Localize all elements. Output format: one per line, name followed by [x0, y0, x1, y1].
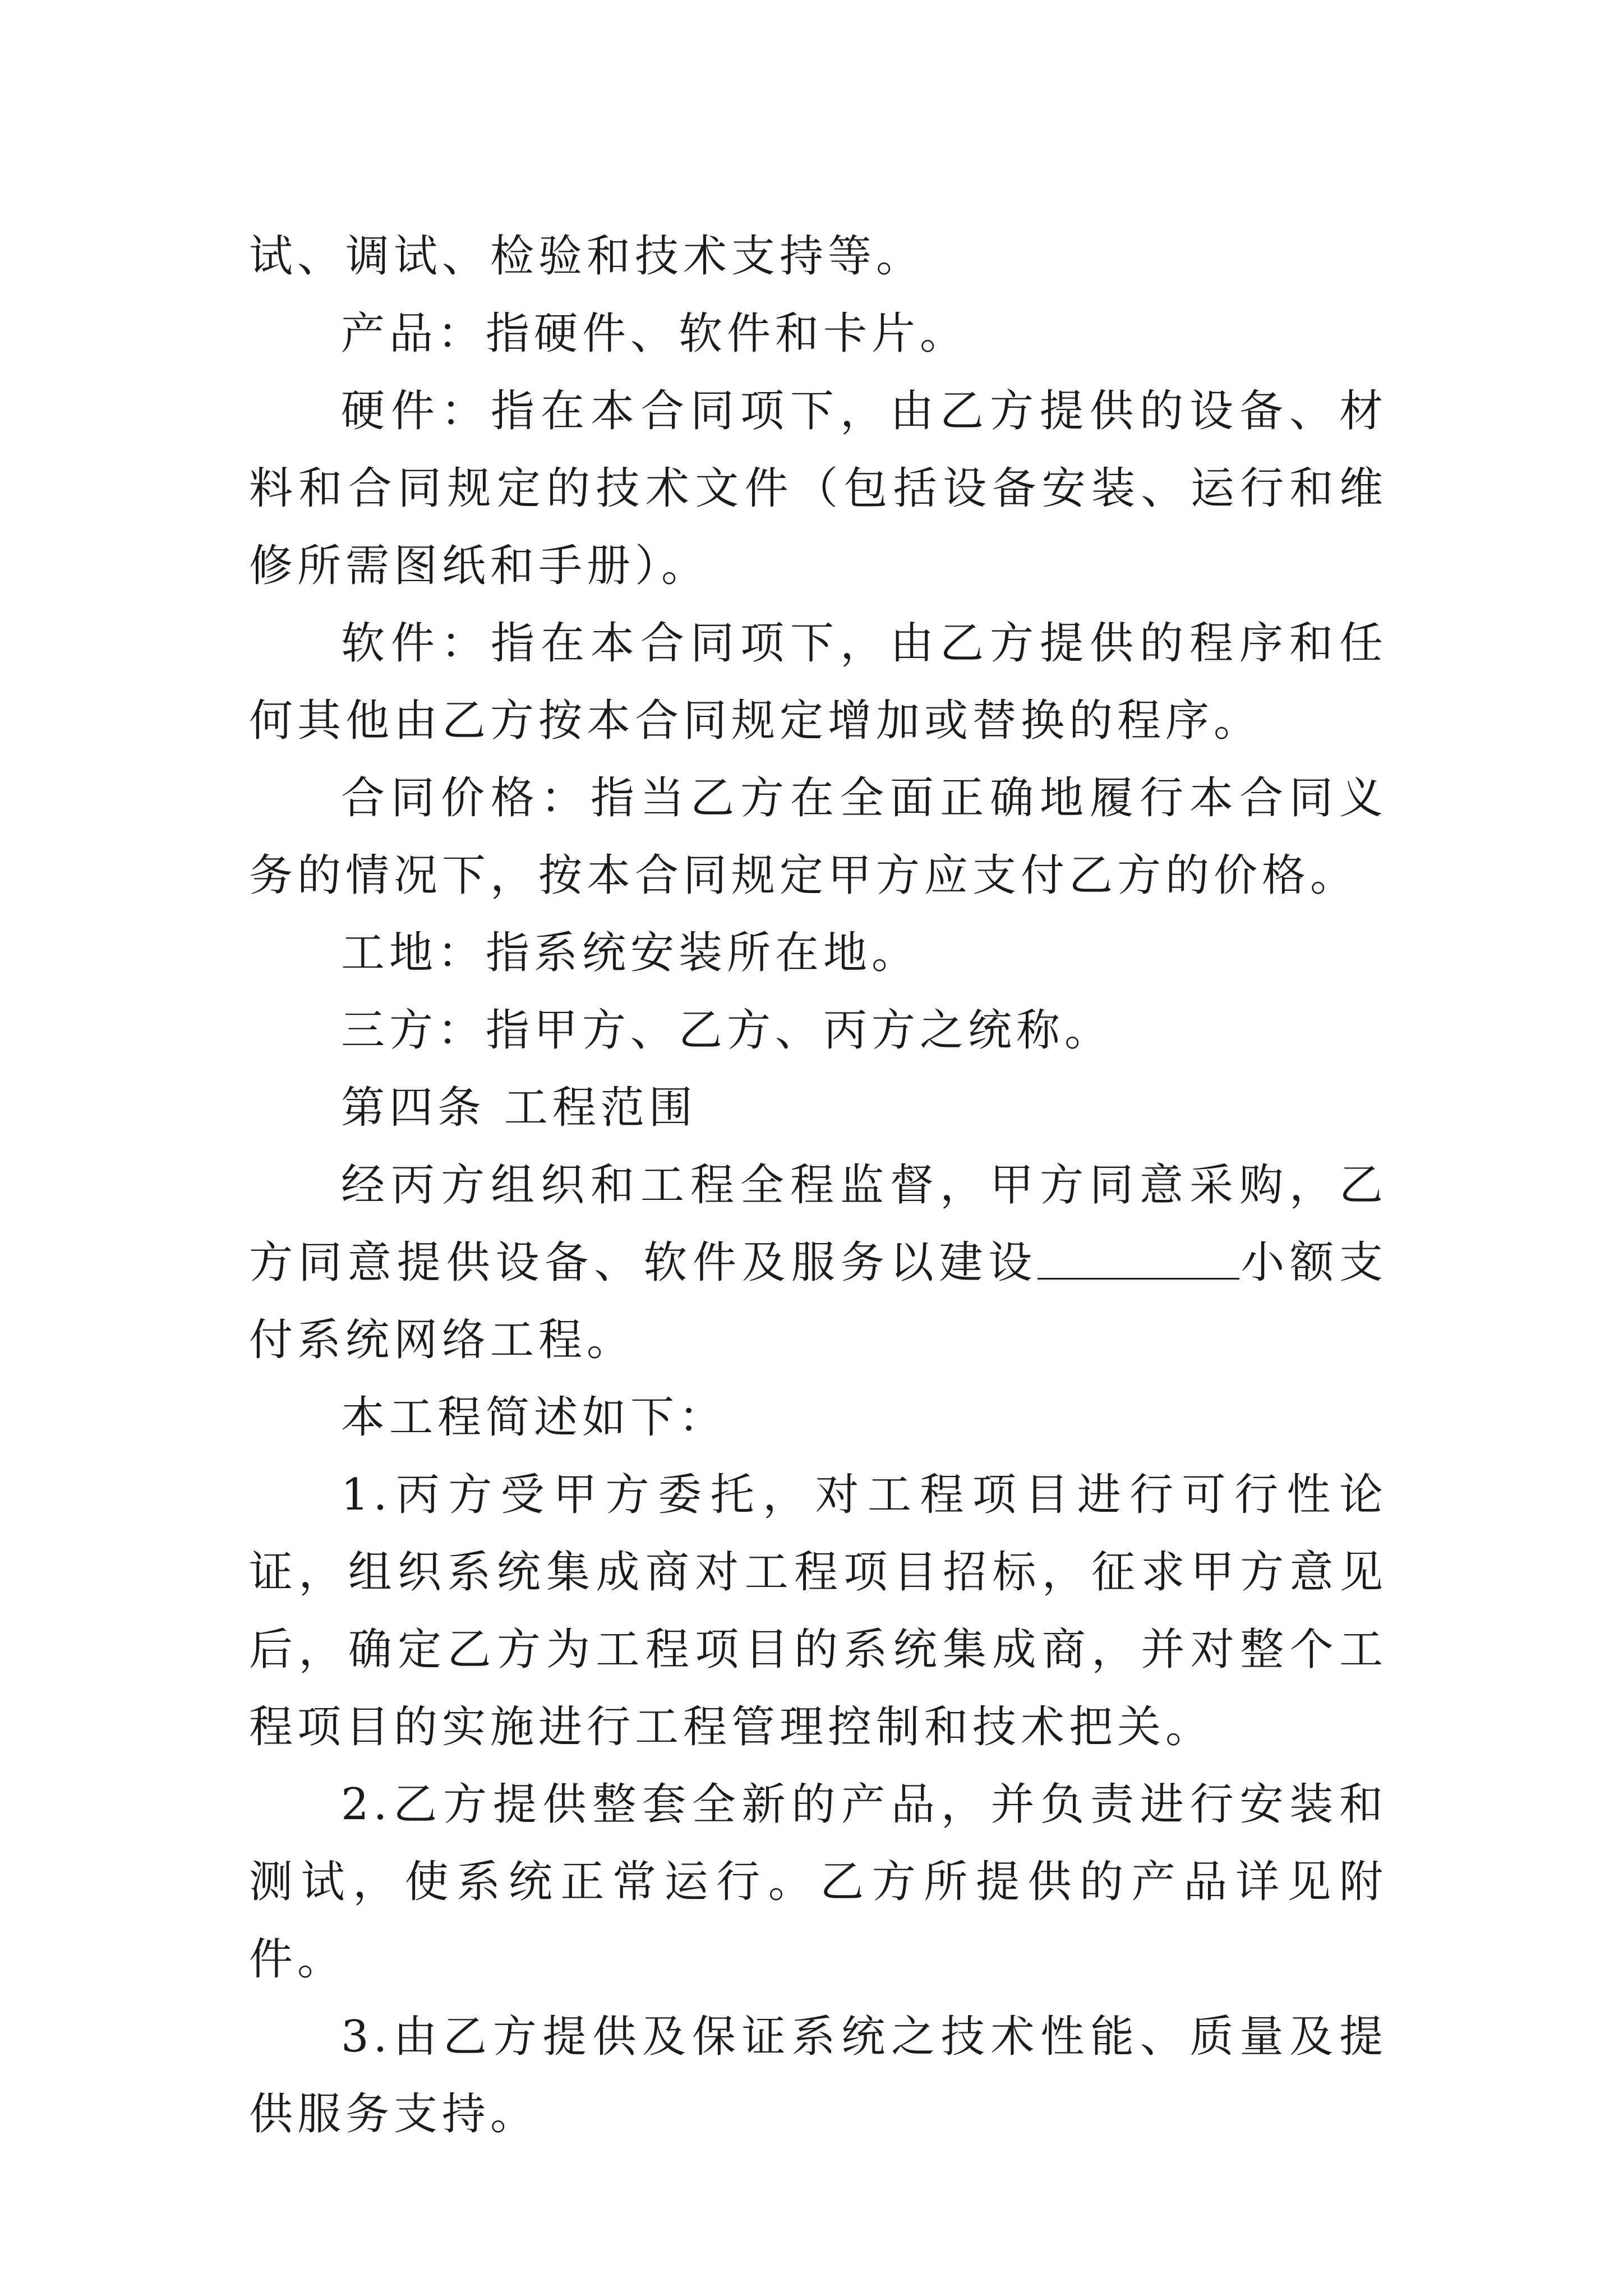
paragraph-definition-three-parties: 三方：指甲方、乙方、丙方之统称。: [341, 1005, 1113, 1056]
scope-text-before: 经丙方组织和工程全程监督，甲方同意采购，乙方同意提供设备、软件及服务以建设: [249, 1160, 1387, 1288]
fill-in-blank: [1038, 1239, 1239, 1280]
paragraph-scope: [249, 1147, 1387, 1379]
paragraph-definition-product: 产品：指硬件、软件和卡片。: [341, 309, 969, 359]
paragraph-continuation: 试、调试、检验和技术支持等。: [249, 231, 925, 282]
scope-text-after: 小额支付系统网络工程。: [249, 1237, 1387, 1365]
document-body: [249, 218, 1387, 2153]
paragraph-definition-hardware: 硬件：指在本合同项下，由乙方提供的设备、材料和合同规定的技术文件（包括设备安装、运行和维修所需图纸和手册）。: [249, 386, 1387, 591]
list-item-1: 1.丙方受甲方委托，对工程项目进行可行性论证，组织系统集成商对工程项目招标，征求甲方意见后，确定乙方为工程项目的系统集成商，并对整个工程项目的实施进行工程管理控制和技术把关。: [249, 1470, 1387, 1752]
list-item-2: 2.乙方提供整套全新的产品，并负责进行安装和测试，使系统正常运行。乙方所提供的产品详见附件。: [249, 1779, 1387, 1985]
paragraph-definition-software: 软件：指在本合同项下，由乙方提供的程序和任何其他由乙方按本合同规定增加或替换的程序。: [249, 618, 1387, 746]
paragraph-summary-intro: 本工程简述如下：: [341, 1392, 727, 1443]
article-heading: 第四条 工程范围: [341, 1083, 697, 1133]
paragraph-definition-site: 工地：指系统安装所在地。: [341, 928, 920, 978]
list-item-3: 3.由乙方提供及保证系统之技术性能、质量及提供服务支持。: [249, 2012, 1387, 2139]
paragraph-definition-contract-price: 合同价格：指当乙方在全面正确地履行本合同义务的情况下，按本合同规定甲方应支付乙方的价格。: [249, 773, 1387, 901]
